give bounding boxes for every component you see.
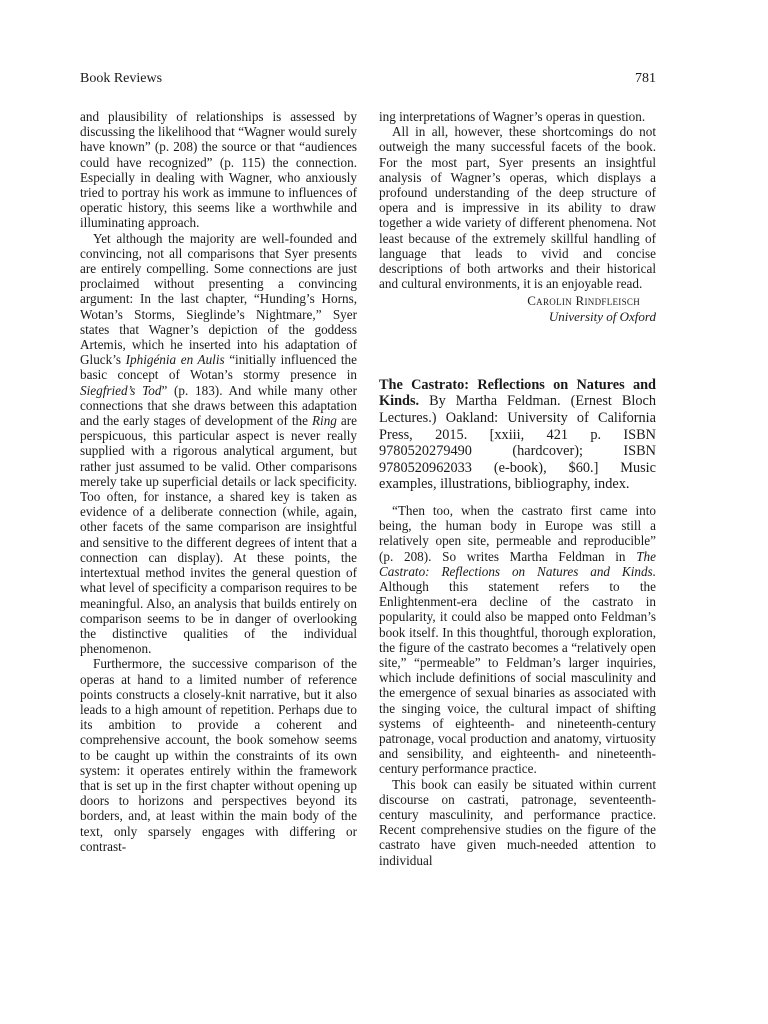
reviewer-signature: [379, 293, 656, 323]
paragraph: All in all, however, these shortcomings do not outweigh the many successful facets of the book. For the most part, Syer presents an insightful analysis of Wagner’s operas, which displays a profound understanding of the deep structure of opera and is impressive in its ability to draw together a wide variety of different phenomena. Not least because of the extremely skillful handling of language that leads to vivid and concise descriptions of both artworks and their historical and cultural environments, it is an enjoyable read.: [379, 124, 656, 292]
paragraph: “Then too, when the castrato first came into being, the human body in Europe was still a relatively open site, permeable and reproducible” (p. 208). So writes Martha Feldman in The Castrato: Reflections on Natures and Kinds. Although this statement refers to the Enlightenment-era decline of the castrato in popularity, it could also be mapped onto Feldman’s book itself. In this thoughtful, thorough exploration, the figure of the castrato becomes a “relatively open site,” “permeable” to Feldman’s larger inquiries, which include definitions of social masculinity and the emergence of sexual binaries as associated with the singing voice, the cultural impact of shifting systems of eighteenth- and nineteenth-century patronage, vocal production and anatomy, virtuosity and sensibility, and eighteenth- and nineteenth-century performance practice.: [379, 503, 656, 777]
running-head-section: Book Reviews: [80, 71, 163, 86]
left-column: [80, 109, 357, 854]
paragraph: ing interpretations of Wagner’s operas in question.: [379, 109, 646, 124]
paragraph: Yet although the majority are well-founded and convincing, not all comparisons that Syer presents are entirely compelling. Some connections are just proclaimed without presenting a convincing argument: In the last chapter, “Hunding’s Horns, Wotan’s Storms, Sieglinde’s Nightmare,” Syer states that Wagner’s depiction of the goddess Artemis, which he inserted into his adaptation of Gluck’s Iphigénia en Aulis “initially influenced the basic concept of Wotan’s stormy presence in Siegfried’s Tod” (p. 183). And while many other connections that she draws between this adaptation and the early stages of development of the Ring are perspicuous, this particular aspect is never really supplied with a rigorous analytical argument, but rather just assumed to be valid. Other comparisons merely take up superficial details or lack specificity. Too often, for instance, a shared key is taken as evidence of a deliberate connection (while, again, other facets of the same comparison are insightful and sensitive to the different degrees of intent that a connection can display). At these points, the intertextual method invites the general question of what level of specificity a comparison requires to be meaningful. Also, an analysis that builds entirely on comparison seems to be in danger of overlooking the distinctive qualities of the individual phenomenon.: [80, 230, 358, 657]
book-details: By Martha Feldman. (Ernest Bloch Lectures.) Oakland: University of California Press, 2015. [xxiii, 421 p. ISBN 9780520279490 (hardcover); ISBN 9780520962033 (e-book), $60.] Music examples, illustrations, bibliography, index.: [379, 393, 656, 493]
running-head: [80, 71, 656, 89]
paragraph: and plausibility of relationships is assessed by discussing the likelihood that “Wagner would surely have known” (p. 208) the source or that “audiences could have recognized” (p. 115) the connection. Especially in dealing with Wagner, who anxiously tried to portray his work as immune to influences of operatic history, this seems like a worthwhile and illuminating approach.: [80, 109, 357, 231]
reviewer-affiliation: University of Oxford: [548, 308, 656, 324]
page-number: 781: [635, 71, 656, 86]
paragraph: Furthermore, the successive comparison of the operas at hand to a limited number of reference points constructs a closely-knit narrative, but it also leads to a high amount of repetition. Perhaps due to its ambition to provide a coherent and comprehensive account, the book somehow seems to be caught up within the constraints of its own system: it operates entirely within the framework that is set up in the first chapter without opening up doors to horizons and perspectives beyond its borders, and, at least within the main body of the text, only sparsely engages with differing or contrast-: [80, 656, 357, 854]
paragraph: This book can easily be situated within current discourse on castrati, patronage, seventeenth-century masculinity, and performance practice. Recent comprehensive studies on the figure of the castrato have given much-needed attention to individual: [379, 776, 656, 868]
right-column: [379, 109, 656, 868]
book-title: The Castrato: Reflections on Natures and Kinds.: [379, 376, 656, 410]
reviewer-name: Carolin Rindfleisch: [527, 293, 640, 309]
book-heading: [379, 377, 656, 493]
